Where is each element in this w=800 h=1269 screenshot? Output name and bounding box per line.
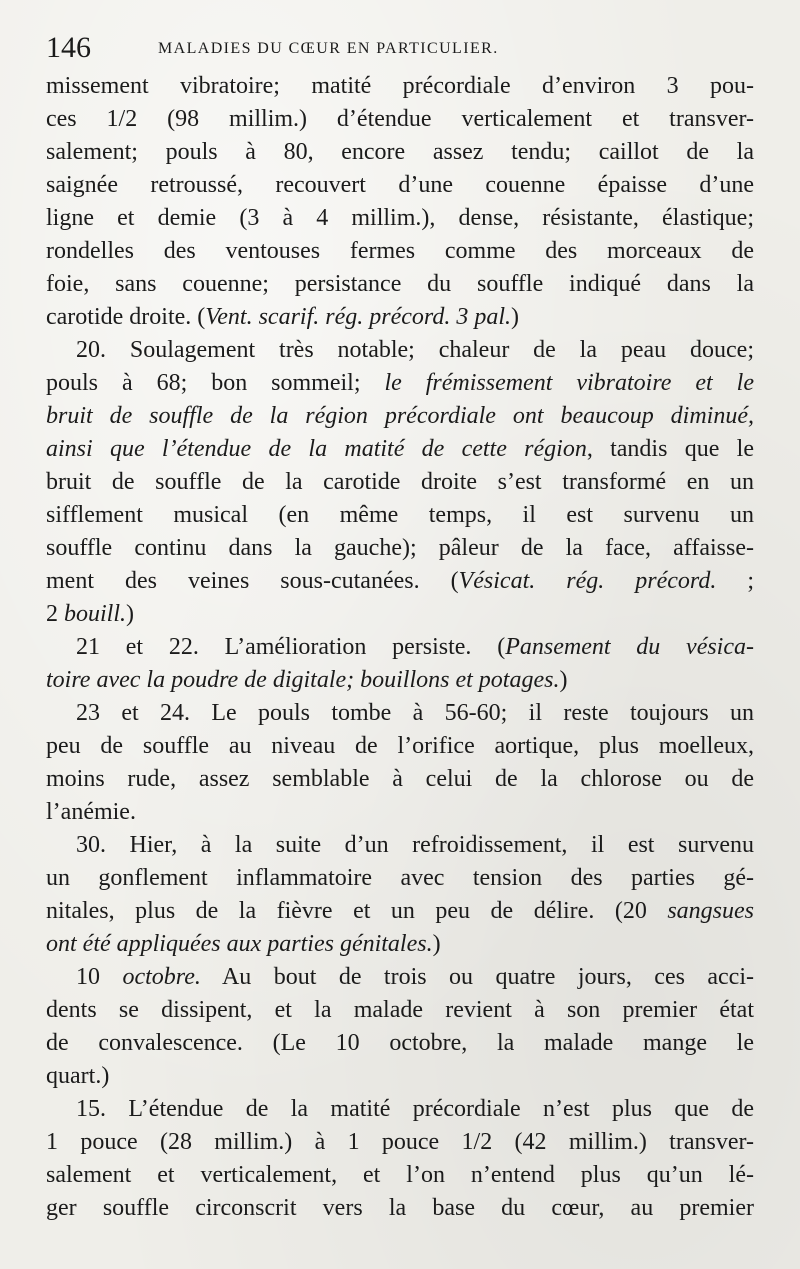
text-line: moins rude, assez semblable à celui de la chlorose ou de [46,766,754,792]
text-line: saignée retroussé, recouvert d’une couenne épaisse d’une [46,172,754,198]
text-line: quart.) [46,1063,110,1089]
page-header [46,30,766,66]
text-line: 20. Soulagement très notable; chaleur de la peau douce; [76,337,754,363]
text-line: ger souffle circonscrit vers la base du cœur, au premier [46,1195,754,1221]
running-title: MALADIES DU CŒUR EN PARTICULIER. [158,40,499,57]
text-line: 2 bouill.) [46,601,135,627]
text-line: pouls à 68; bon sommeil; le frémissement vibratoire et le [46,370,754,396]
text-line: 23 et 24. Le pouls tombe à 56-60; il reste toujours un [76,700,754,726]
text-line: sifflement musical (en même temps, il est survenu un [46,502,754,528]
text-line: ligne et demie (3 à 4 millim.), dense, résistante, élastique; [46,205,754,231]
text-line: missement vibratoire; matité précordiale d’environ 3 pou- [46,73,754,99]
text-line: souffle continu dans la gauche); pâleur de la face, affaisse- [46,535,754,561]
text-line: dents se dissipent, et la malade revient à son premier état [46,997,754,1023]
text-line: ainsi que l’étendue de la matité de cette région, tandis que le [46,436,754,462]
page-number: 146 [46,31,91,64]
text-line: foie, sans couenne; persistance du souffle indiqué dans la [46,271,754,297]
text-line: carotide droite. (Vent. scarif. rég. précord. 3 pal.) [46,304,520,330]
text-line: salement et verticalement, et l’on n’entend plus qu’un lé- [46,1162,754,1188]
body-text [46,70,754,1225]
text-line: 1 pouce (28 millim.) à 1 pouce 1/2 (42 millim.) transver- [46,1129,754,1155]
text-line: ces 1/2 (98 millim.) d’étendue verticalement et transver- [46,106,754,132]
text-line: 21 et 22. L’amélioration persiste. (Pansement du vésica- [76,634,754,660]
text-line: ment des veines sous-cutanées. (Vésicat. rég. précord. ; [46,568,754,594]
text-line: un gonflement inflammatoire avec tension des parties gé- [46,865,754,891]
text-line: 15. L’étendue de la matité précordiale n’est plus que de [76,1096,754,1122]
text-line: 10 octobre. Au bout de trois ou quatre jours, ces acci- [76,964,754,990]
text-line: ont été appliquées aux parties génitales.) [46,931,441,957]
text-line: bruit de souffle de la carotide droite s’est transformé en un [46,469,754,495]
text-line: nitales, plus de la fièvre et un peu de délire. (20 sangsues [46,898,754,924]
text-line: salement; pouls à 80, encore assez tendu; caillot de la [46,139,754,165]
text-line: de convalescence. (Le 10 octobre, la malade mange le [46,1030,754,1056]
text-line: toire avec la poudre de digitale; bouillons et potages.) [46,667,568,693]
text-line: bruit de souffle de la région précordiale ont beaucoup diminué, [46,403,754,429]
text-line: 30. Hier, à la suite d’un refroidissement, il est survenu [76,832,754,858]
text-line: peu de souffle au niveau de l’orifice aortique, plus moelleux, [46,733,754,759]
text-line: l’anémie. [46,799,136,825]
text-line: rondelles des ventouses fermes comme des morceaux de [46,238,754,264]
